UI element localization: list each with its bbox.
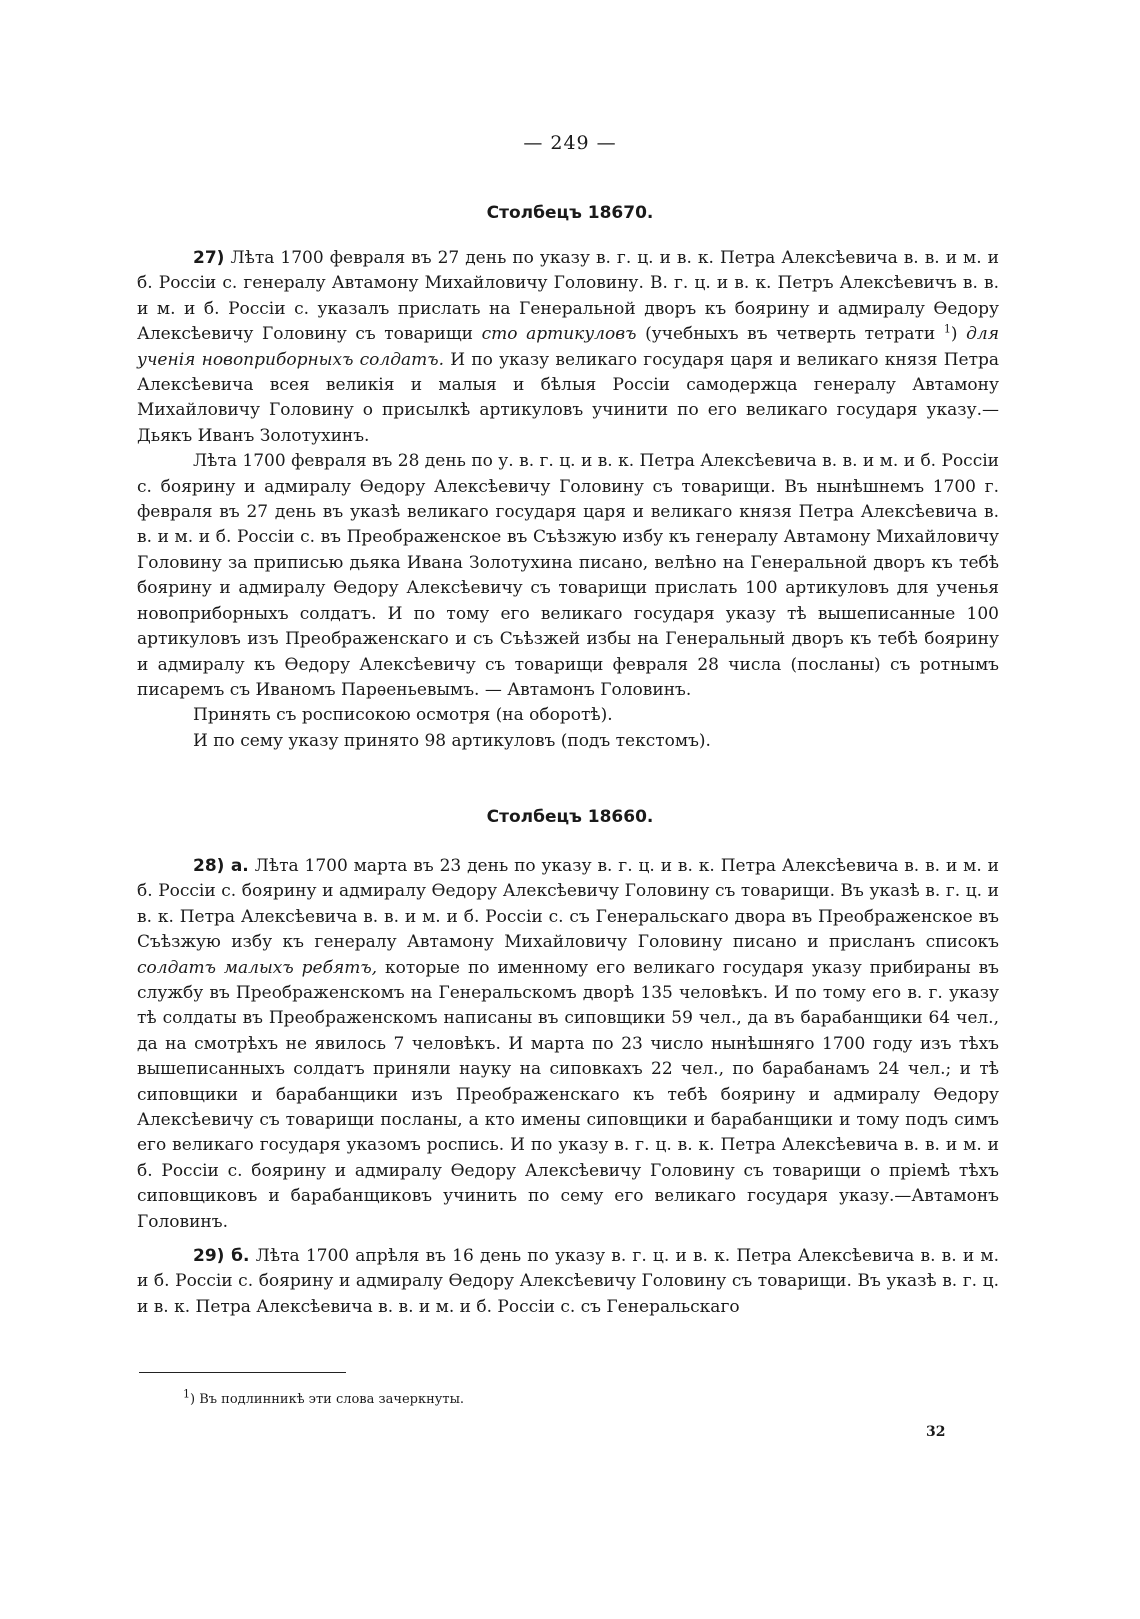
- entry-27-note-2: И по сему указу принято 98 артикуловъ (подъ текстомъ).: [193, 730, 711, 751]
- entry-27-note-1: Принять съ росписокою осмотря (на оборотѣ).: [193, 705, 613, 726]
- footnote-marker: 1: [943, 322, 951, 336]
- entry-text: ): [950, 324, 967, 345]
- entry-28-paragraph: [137, 854, 999, 1235]
- entry-number: 29) б.: [193, 1246, 250, 1266]
- italic-phrase: солдатъ малыхъ ребятъ,: [137, 957, 378, 978]
- entry-number: 28) а.: [193, 856, 249, 876]
- footnote-marker: 1: [183, 1387, 190, 1401]
- entry-text: Лѣта 1700 февраля въ 27 день по указу в. г. ц. и в. к. Петра Алексѣевича в. в. и м. и б. Россіи с. генералу Автамону Михайловичу Головину. В. г. ц. и в. к. Петръ Алексѣевичъ в. в. и м. и б. Россіи с. указалъ прислать на Генеральной дворъ къ боярину и адмиралу Ѳедору Алексѣевичу Головину съ товарищи: [137, 248, 999, 345]
- entry-27-paragraph: [137, 246, 999, 449]
- entry-29-paragraph: [137, 1244, 999, 1320]
- entry-27-paragraph-2: Лѣта 1700 февраля въ 28 день по у. в. г. ц. и в. к. Петра Алексѣевича в. в. и м. и б. Россіи с. боярину и адмиралу Ѳедору Алексѣевичу Головину съ товарищи. Въ нынѣшнемъ 1700 г. февраля въ 27 день въ указѣ великаго государя царя и великаго князя Петра Алексѣевича в. в. и м. и б. Россіи с. въ Преображенское въ Съѣзжую избу къ генералу Автамону Михайловичу Головину за приписью дьяка Ивана Золотухина писано, велѣно на Генеральной дворъ къ тебѣ боярину и адмиралу Ѳедору Алексѣевичу съ товарищи прислать 100 артикуловъ для ученья новоприборныхъ солдатъ. И по тому его великаго государя указу тѣ вышеписанные 100 артикуловъ изъ Преображенскаго и съ Съѣзжей избы на Генеральный дворъ къ тебѣ боярину и адмиралу къ Ѳедору Алексѣевичу съ товарищи февраля 28 числа (посланы) съ ротнымъ писаремъ съ Иваномъ Парѳеньевымъ. — Автамонъ Головинъ.: [137, 451, 999, 700]
- entry-text: (учебныхъ въ четверть тетрати: [636, 324, 944, 345]
- entry-number: 27): [193, 248, 225, 268]
- sheet-number: 32: [926, 1424, 946, 1440]
- entry-text: которые по именному его великаго государя указу прибираны въ службу въ Преображенскомъ на Генеральскомъ дворѣ 135 человѣкъ. И по тому его в. г. указу тѣ солдаты въ Преображенскомъ написаны въ сиповщики 59 чел., да въ барабанщики 64 чел., да на смотрѣхъ не явилось 7 человѣкъ. И марта по 23 число нынѣшняго 1700 году изъ тѣхъ вышеписанныхъ солдатъ приняли науку на сиповкахъ 22 чел., по барабанамъ 24 чел.; и тѣ сиповщики и барабанщики изъ Преображенскаго къ тебѣ боярину и адмиралу Ѳедору Алексѣевичу съ товарищи посланы, а кто имены сиповщики и барабанщики и тому подъ симъ его великаго государя указомъ роспись. И по указу в. г. ц. в. к. Петра Алексѣевича в. в. и м. и б. Россіи с. боярину и адмиралу Ѳедору Алексѣевичу Головину съ товарищи о пріемѣ тѣхъ сиповщиковъ и барабанщиковъ учинить по сему его великаго государя указу.—Автамонъ Головинъ.: [137, 957, 999, 1232]
- footnote: [183, 1387, 465, 1407]
- page-number: — 249 —: [523, 132, 617, 154]
- section-18660-entry-29: [137, 1244, 999, 1320]
- italic-phrase: сто артикуловъ: [481, 324, 637, 345]
- entry-text: И по указу великаго государя царя и великаго князя Петра Алексѣевича всея великія и малыя и бѣлыя Россіи самодержца генералу Автамону Михайловичу Головину о присылкѣ артикуловъ учинити по его великаго государя указу.—Дьякъ Иванъ Золотухинъ.: [137, 349, 1000, 446]
- section-heading-18670: Столбецъ 18670.: [486, 203, 654, 223]
- entry-text: Лѣта 1700 апрѣля въ 16 день по указу в. г. ц. и в. к. Петра Алексѣевича в. в. и м. и б. Россіи с. боярину и адмиралу Ѳедору Алексѣевичу Головину съ товарищи. Въ указѣ в. г. ц. и в. к. Петра Алексѣевича в. в. и м. и б. Россіи с. съ Генеральскаго: [137, 1246, 999, 1317]
- section-18670-body: [137, 246, 999, 754]
- italic-phrase: для ученія новоприборныхъ солдатъ.: [137, 324, 999, 370]
- entry-text: Лѣта 1700 марта въ 23 день по указу в. г. ц. и в. к. Петра Алексѣевича в. в. и м. и б. Россіи с. боярину и адмиралу Ѳедору Алексѣевичу Головину съ товарищи. Въ указѣ в. г. ц. и в. к. Петра Алексѣевича в. в. и м. и б. Россіи с. съ Генеральскаго двора въ Преображенское въ Съѣзжую избу къ генералу Автамону Михайловичу Головину писано и присланъ списокъ: [137, 856, 999, 953]
- footnote-divider: [139, 1372, 346, 1373]
- section-18660-entry-28: [137, 854, 999, 1235]
- section-heading-18660: Столбецъ 18660.: [486, 807, 654, 827]
- footnote-text: ) Въ подлинникѣ эти слова зачеркнуты.: [190, 1392, 465, 1407]
